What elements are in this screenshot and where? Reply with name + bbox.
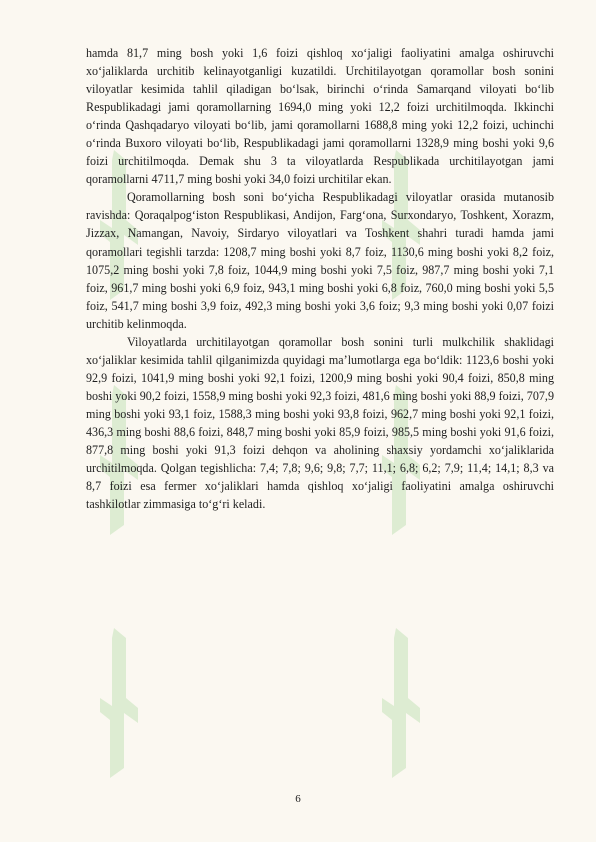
paragraph: Qoramollarning bosh soni bo‘yicha Respublikadagi viloyatlar orasida mutanosib ravishda: Qoraqalpog‘iston Respublikasi, Andijon, Farg‘ona, Surxondaryo, Toshkent, Xorazm, Jizzax, Namangan, Navoiy, Sirdaryo viloyatlari va Toshkent shahri turadi hamda jami qoramollari tegishli tarzda: 1208,7 ming boshi yoki 8,7 foiz, 1130,6 ming boshi yoki 8,2 foiz, 1075,2 ming boshi yoki 7,8 foiz, 1044,9 ming boshi yoki 7,5 foiz, 987,7 ming boshi yoki 7,1 foiz, 961,7 ming boshi yoki 6,9 foiz, 943,1 ming boshi yoki 6,8 foiz, 760,0 ming boshi yoki 5,5 foiz, 541,7 ming boshi 3,9 foiz, 492,3 ming boshi yoki 3,6 foiz; 9,3 ming boshi yoki 0,07 foizi urchitib kelinmoqda.: [86, 190, 554, 331]
watermark-logo-icon: [96, 628, 142, 778]
watermark-logo-icon: [378, 628, 424, 778]
body-text: [86, 44, 554, 513]
paragraph: hamda 81,7 ming bosh yoki 1,6 foizi qishloq xo‘jaligi faoliyatini amalga oshiruvchi xo‘jaliklarda urchitib kelinayotganligi kuzatildi. Urchitilayotgan qoramollar bosh sonini viloyatlar kesimida tahlil qiladigan bo‘lsak, birinchi o‘rinda Samarqand viloyati bo‘lib Respublikadagi jami qoramollarning 1694,0 ming yoki 12,2 foizi urchitilmoqda. Ikkinchi o‘rinda Qashqadaryo viloyati bo‘lib, jami qoramollarni 1688,8 ming yoki 12,2 foizi, uchinchi o‘rinda Buxoro viloyati bo‘lib, Respublikadagi jami qoramollarni 1328,9 ming boshi yoki 9,6 foizi urchitilmoqda. Demak shu 3 ta viloyatlarda Respublikada urchitilayotgan jami qoramollarni 4711,7 ming boshi yoki 34,0 foizi urchitilar ekan.: [86, 46, 554, 187]
paragraph: Viloyatlarda urchitilayotgan qoramollar bosh sonini turli mulkchilik shaklidagi xo‘jaliklar kesimida tahlil qilganimizda quyidagi ma’lumotlarga ega bo‘ldik: 1123,6 boshi yoki 92,9 foizi, 1041,9 ming boshi yoki 92,1 foizi, 1200,9 ming boshi yoki 90,4 foizi, 850,8 ming boshi yoki 90,2 foizi, 1558,9 ming boshi yoki 92,3 foizi, 481,6 ming boshi yoki 88,9 foizi, 707,9 ming boshi yoki 93,1 foiz, 1588,3 ming boshi yoki 93,8 foizi, 962,7 ming boshi yoki 92,1 foizi, 436,3 ming boshi 88,6 foizi, 848,7 ming boshi yoki 85,9 foizi, 985,5 ming boshi yoki 91,6 foizi, 877,8 ming boshi yoki 91,3 foizi dehqon va aholining shaxsiy yordamchi xo‘jaliklarida urchitilmoqda. Qolgan tegishlicha: 7,4; 7,8; 9,6; 9,8; 7,7; 11,1; 6,8; 6,2; 7,9; 11,4; 14,1; 8,3 va 8,7 foizi esa fermer xo‘jaliklari hamda qishloq xo‘jaligi faoliyatini amalga oshiruvchi tashkilotlar zimmasiga to‘g‘ri keladi.: [86, 334, 554, 512]
page-number: 6: [295, 793, 301, 805]
